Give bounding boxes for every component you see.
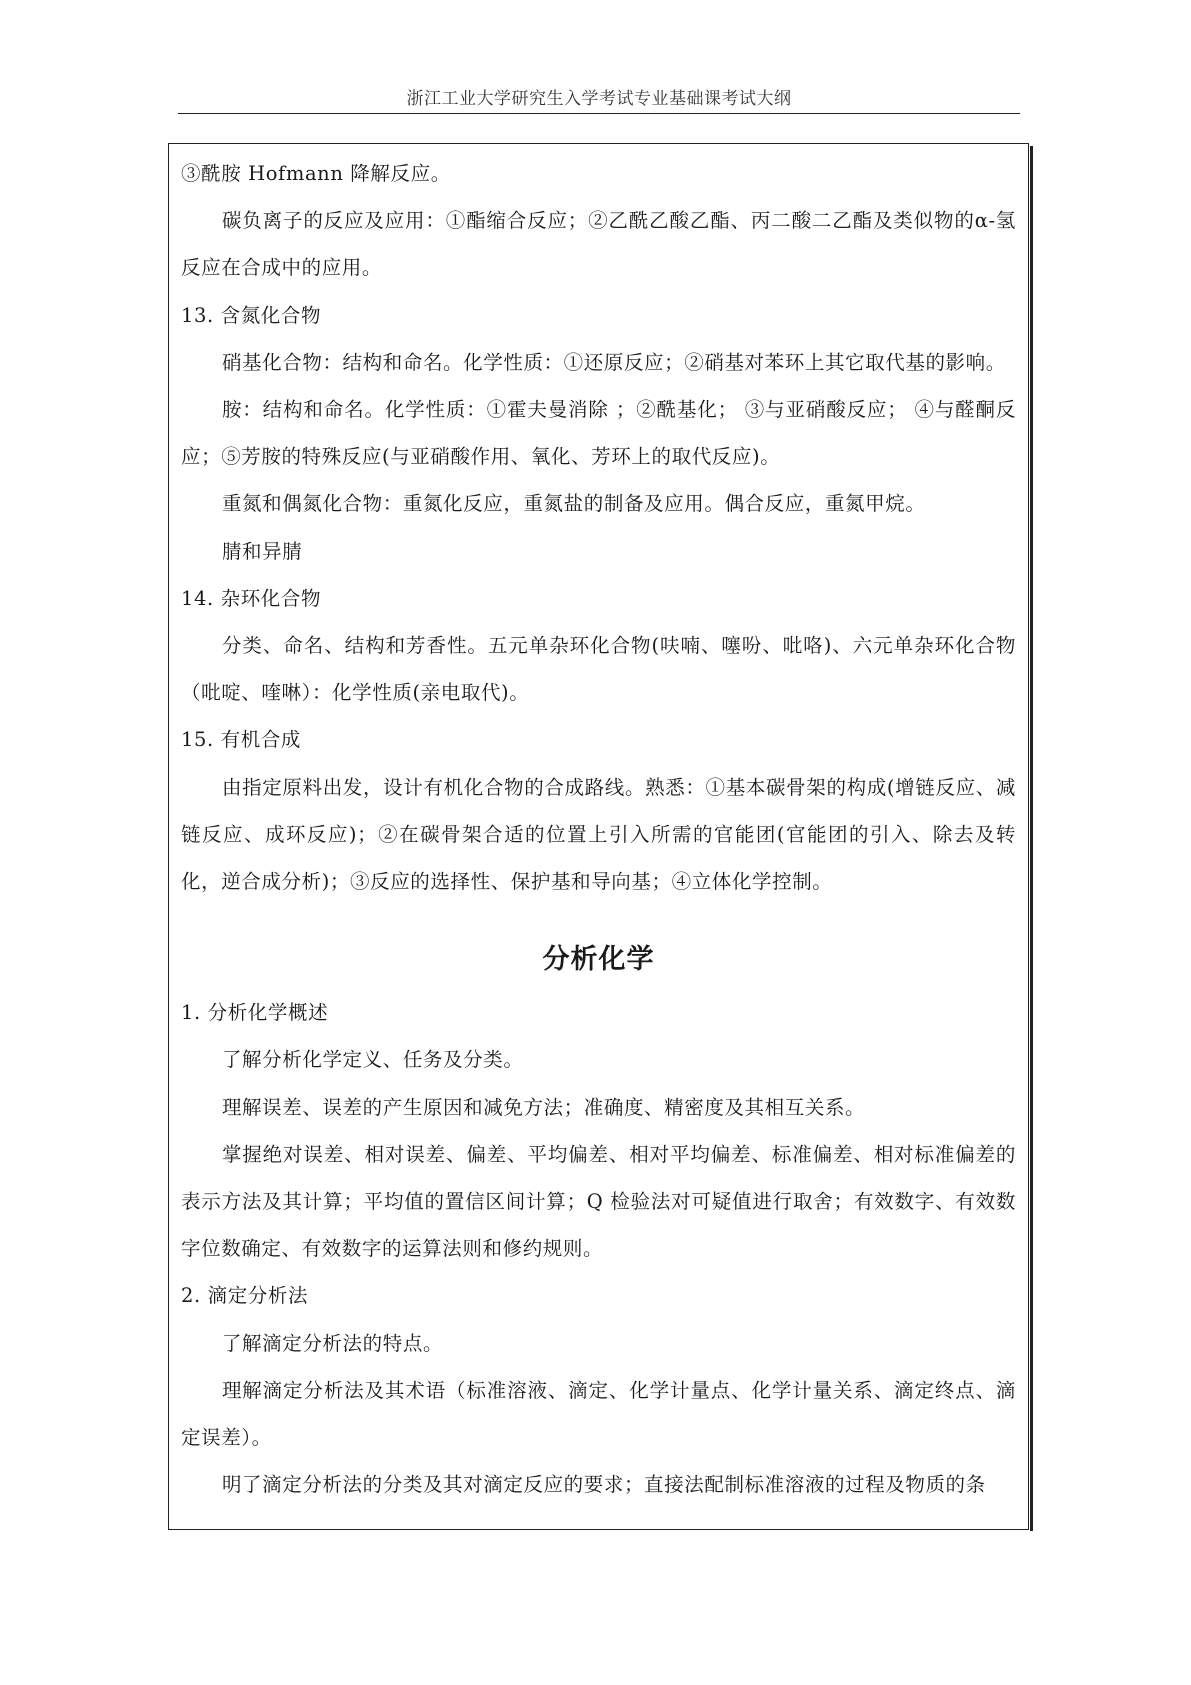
paragraph: 硝基化合物：结构和命名。化学性质：①还原反应；②硝基对苯环上其它取代基的影响。: [221, 350, 1006, 374]
paragraph: 腈和异腈: [221, 539, 303, 563]
section-title: 分析化学: [542, 944, 655, 976]
paragraph: 重氮和偶氮化合物：重氮化反应，重氮盐的制备及应用。偶合反应，重氮甲烷。: [221, 492, 926, 516]
content-box: [168, 143, 1029, 1530]
topic-heading: 15. 有机合成: [181, 728, 302, 752]
topic-heading: 1. 分析化学概述: [181, 1001, 329, 1025]
analytical-chemistry-section: [181, 989, 1016, 1508]
header-rule: [178, 113, 1020, 114]
paragraph: 由指定原料出发，设计有机化合物的合成路线。熟悉：①基本碳骨架的构成(增链反应、减链反应、成环反应)；②在碳骨架合适的位置上引入所需的官能团(官能团的引入、除去及转化，逆合成分析)；③反应的选择性、保护基和导向基；④立体化学控制。: [181, 775, 1016, 894]
paragraph: 了解分析化学定义、任务及分类。: [221, 1048, 524, 1072]
paragraph: 理解滴定分析法及其术语（标准溶液、滴定、化学计量点、化学计量关系、滴定终点、滴定误差）。: [181, 1378, 1016, 1450]
paragraph: 理解误差、误差的产生原因和减免方法；准确度、精密度及其相互关系。: [221, 1095, 866, 1119]
paragraph: 了解滴定分析法的特点。: [221, 1331, 444, 1355]
paragraph: 碳负离子的反应及应用：①酯缩合反应；②乙酰乙酸乙酯、丙二酸二乙酯及类似物的α-氢反应在合成中的应用。: [181, 209, 1016, 280]
topic-heading: 14. 杂环化合物: [181, 586, 322, 610]
paragraph: 明了滴定分析法的分类及其对滴定反应的要求；直接法配制标准溶液的过程及物质的条: [221, 1473, 986, 1497]
organic-chemistry-continued: [181, 150, 1016, 905]
paragraph: 分类、命名、结构和芳香性。五元单杂环化合物(呋喃、噻吩、吡咯)、六元单杂环化合物（吡啶、喹啉）：化学性质(亲电取代)。: [181, 634, 1016, 705]
paragraph: 胺：结构和命名。化学性质：①霍夫曼消除 ；②酰基化； ③与亚硝酸反应； ④与醛酮反应；⑤芳胺的特殊反应(与亚硝酸作用、氧化、芳环上的取代反应)。: [181, 398, 1016, 469]
page-header: 浙江工业大学研究生入学考试专业基础课考试大纲: [406, 89, 792, 109]
topic-heading: ③酰胺 Hofmann 降解反应。: [181, 162, 451, 185]
topic-heading: 13. 含氮化合物: [181, 303, 322, 327]
body-text: [181, 150, 1016, 1508]
topic-heading: 2. 滴定分析法: [181, 1284, 309, 1308]
paragraph: 掌握绝对误差、相对误差、偏差、平均偏差、相对平均偏差、标准偏差、相对标准偏差的表示方法及其计算；平均值的置信区间计算；Q 检验法对可疑值进行取舍；有效数字、有效数字位数确定、有效数字的运算法则和修约规则。: [181, 1142, 1016, 1261]
